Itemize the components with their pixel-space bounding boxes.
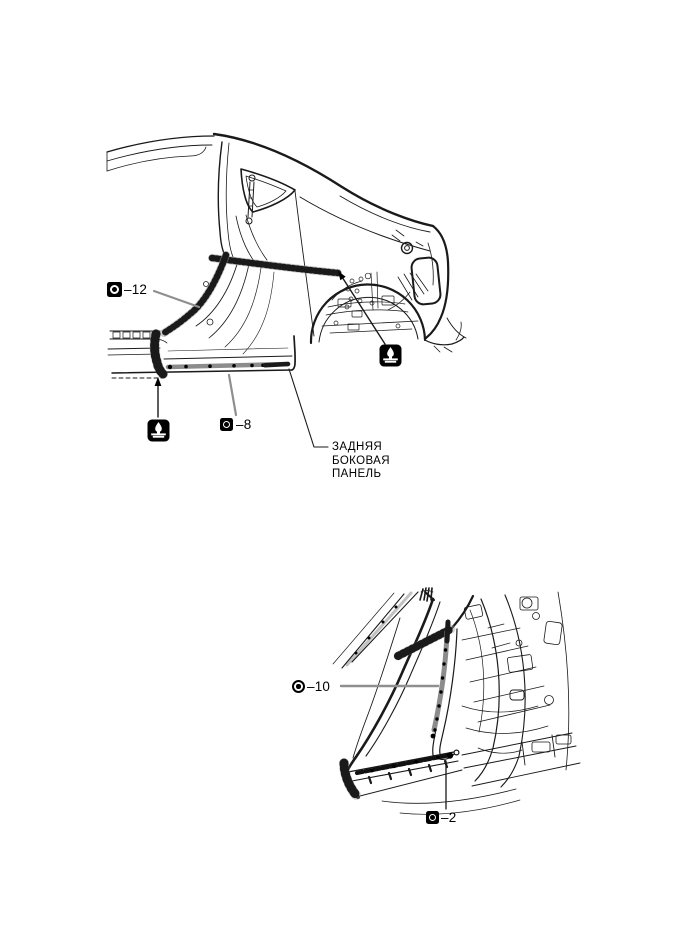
callout-10-label: –10: [307, 679, 331, 694]
callout-8-marker-icon: [220, 418, 233, 431]
panel-caption-leader-line: [289, 369, 328, 447]
figure1-line-art: [107, 134, 466, 447]
ring-glyph: [110, 285, 120, 295]
sealer-bead-12: [164, 255, 226, 333]
sealer-bead-diagonal: [398, 629, 451, 656]
wheelhouse-closeup-detail: [382, 592, 580, 814]
callout-8-leader-line: [229, 375, 236, 415]
apply-sealer-icon-left: [147, 419, 170, 442]
dot-glyph: [296, 684, 300, 688]
sealer-arrow-left: [155, 377, 162, 417]
callout-8-label: –8: [236, 417, 252, 432]
callout-12-label: –12: [124, 282, 148, 297]
sealer-bead-roof-joint: [212, 258, 338, 273]
lower-flange-strip: [347, 752, 462, 797]
ring-glyph: [429, 814, 436, 821]
rocker-sill: [108, 331, 295, 378]
panel-caption-line: БОКОВАЯ: [332, 454, 390, 467]
callout-2-marker-icon: [426, 811, 439, 824]
panel-caption: [332, 441, 390, 482]
callout-10-marker-icon: [292, 680, 305, 693]
panel-caption-line: ПАНЕЛЬ: [332, 468, 382, 481]
rear-bumper-corner: [425, 318, 466, 352]
quarter-window: [236, 169, 295, 264]
callout-12-leader-line: [154, 291, 199, 307]
apply-sealer-icon-wheel-arch: [379, 344, 402, 367]
panel-edge-closeup: [347, 592, 473, 773]
sealer-beads-figure1: [155, 255, 338, 374]
sealer-bead-10: [434, 632, 447, 730]
ring-glyph: [223, 421, 230, 428]
roof-outline: [107, 136, 214, 171]
callout-2-label: –2: [441, 810, 457, 825]
roof-rail-diagonal: [333, 588, 433, 668]
figure2-line-art: [333, 588, 580, 814]
door-opening-contours: [196, 261, 274, 354]
panel-caption-line: ЗАДНЯЯ: [332, 441, 383, 453]
callout-12-marker-icon: [107, 282, 122, 297]
